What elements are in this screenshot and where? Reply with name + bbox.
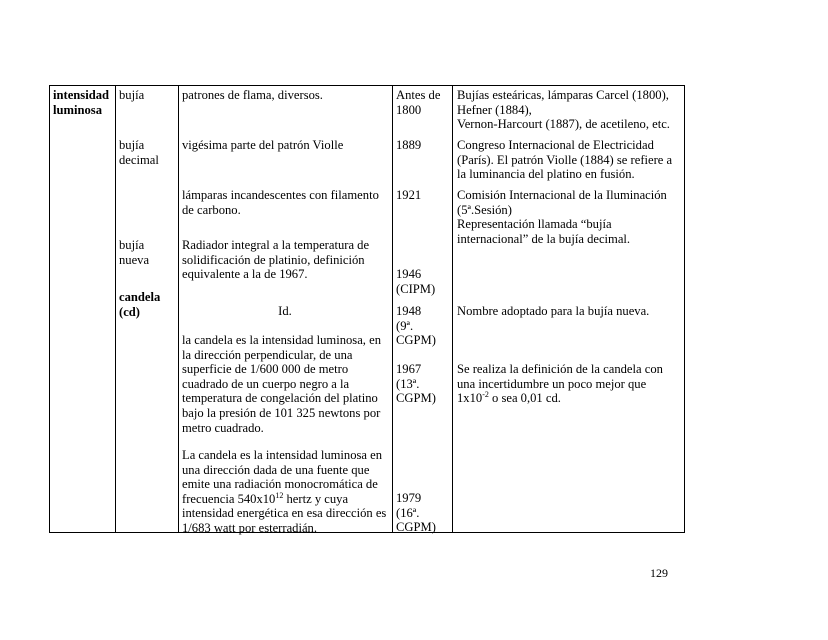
column-divider [452,86,453,532]
units-table [49,85,685,533]
note-4: Nombre adoptado para la bujía nueva. [457,304,650,318]
definition-5: Id. [278,304,292,318]
date-1: Antes de 1800 [396,88,441,117]
date-6: 1967 (13ª. CGPM) [396,362,436,406]
date-4: 1946 (CIPM) [396,267,436,296]
column-divider [392,86,393,532]
date-7: 1979 (16ª. CGPM) [396,491,436,535]
column-divider [115,86,116,532]
definition-2: vigésima parte del patrón Violle [182,138,344,152]
unit-bujia: bujía [119,88,145,102]
magnitude-cell: intensidad luminosa [53,88,109,117]
page-number: 129 [650,566,668,580]
note-5: Se realiza la definición de la candela con una incertidumbre un poco mejor que $1x10^{-2}$ o sea 0,01 cd. [457,362,663,406]
definition-4: Radiador integral a la temperatura de solidificación de platinio, definición equivalente a la de 1967. [182,238,370,282]
note-3: Comisión Internacional de la Iluminación (5ª.Sesión) Representación llamada “bujía internacional” de la bujía decimal. [457,188,667,246]
date-3: 1921 [396,188,422,202]
column-divider [178,86,179,532]
date-5: 1948 (9ª. CGPM) [396,304,436,348]
definition-7: La candela es la intensidad luminosa en una dirección dada de una fuente que emite una radiación monocromática de frecuencia $540x10^{12}$ hertz y cuya intensidad energética en esa dirección es 1/683 watt por esterradián. [182,448,387,535]
definition-1: patrones de flama, diversos. [182,88,323,102]
unit-bujia-decimal: bujía decimal [119,138,159,167]
definition-6: la candela es la intensidad luminosa, en la dirección perpendicular, de una superficie de 1/600 000 de metro cuadrado de un cuerpo negro a la temperatura de congelación del platino bajo la presión de 101 325 newtons por metro cuadrado. [182,333,381,435]
note-1: Bujías esteáricas, lámparas Carcel (1800), Hefner (1884), Vernon-Harcourt (1887), de acetileno, etc. [457,88,670,132]
date-2: 1889 [396,138,422,152]
unit-candela: candela (cd) [119,290,161,319]
definition-3: lámparas incandescentes con filamento de carbono. [182,188,379,217]
unit-bujia-nueva: bujía nueva [119,238,150,267]
note-2: Congreso Internacional de Electricidad (París). El patrón Violle (1884) se refiere a la luminancia del platino en fusión. [457,138,673,182]
